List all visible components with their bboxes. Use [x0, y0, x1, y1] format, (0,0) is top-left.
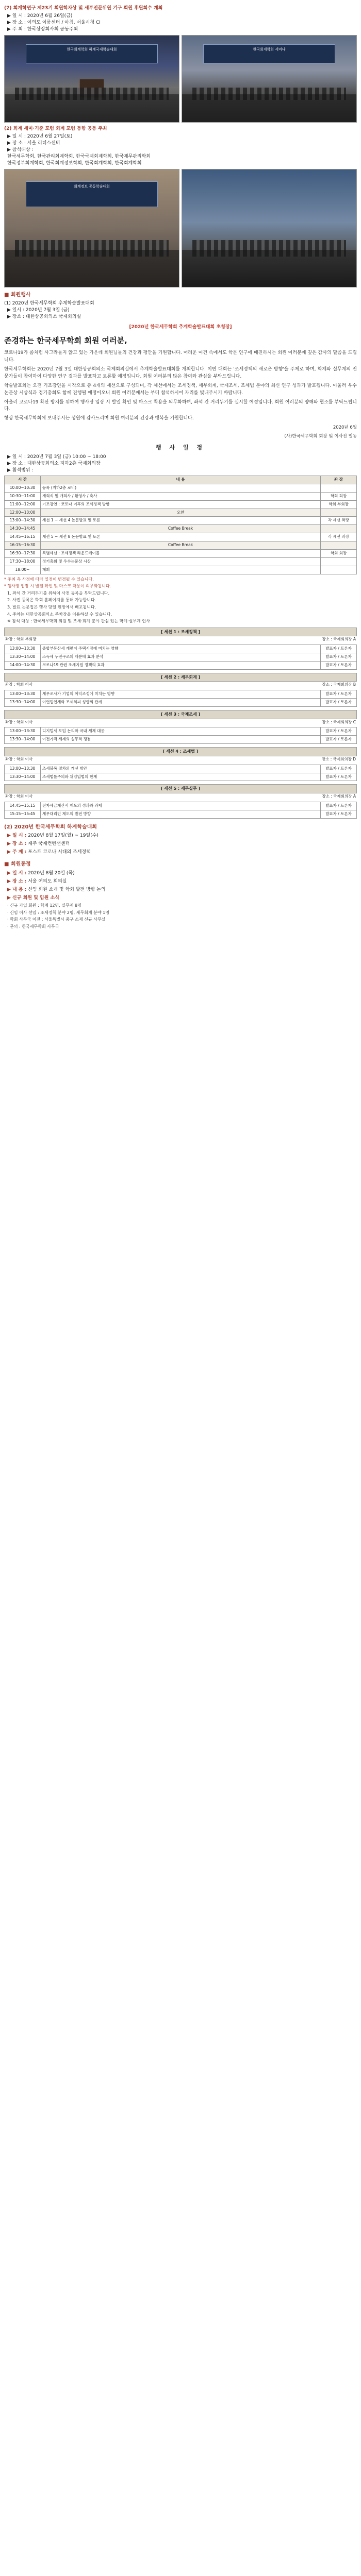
- schedule-note: 2. 사전 등록은 학회 홈페이지를 통해 가능합니다.: [7, 598, 96, 603]
- activity-item: [7, 878, 357, 885]
- content-cell: 오찬: [41, 509, 321, 517]
- chair-cell: 각 세션 좌장: [321, 517, 357, 525]
- session-chair: 좌장 : 학회 이사: [5, 756, 33, 761]
- activity-item: [7, 870, 357, 877]
- event-1: [4, 5, 357, 123]
- activity-item-value: 서울 여의도 회의실: [28, 878, 67, 884]
- content-cell: 이연법인세와 조세회피 성향의 관계: [41, 699, 321, 707]
- presenter-cell: 발표자 / 토론자: [321, 699, 357, 707]
- content-cell: Coffee Break: [41, 525, 321, 533]
- event-2-line: ▶ 참석대상 :: [7, 147, 34, 153]
- content-cell: 이전가격 세제의 실무적 쟁점: [41, 736, 321, 744]
- presenter-cell: 발표자 / 토론자: [321, 810, 357, 818]
- content-cell: 개회식 및 개회사 / 환영사 / 축사: [41, 492, 321, 500]
- stage-banner: 한국회계학회 하계국제학술대회: [26, 44, 158, 63]
- announcement-line: ▶ 일시 : 2020년 7월 3일 (금): [7, 308, 70, 313]
- time-cell: 13:00~14:30: [5, 517, 41, 525]
- time-cell: 13:00~13:30: [5, 765, 41, 773]
- schedule-note: ※ 참석 대상 : 한국세무학회 회원 및 조세·회계 분야 관심 있는 학계·실무계 인사: [7, 619, 150, 624]
- activity-item-label: ▶ 주 제 :: [7, 850, 27, 855]
- event-2: [4, 126, 357, 287]
- content-cell: 폐회: [41, 566, 321, 574]
- invitation-signature: (사)한국세무학회 회장 및 이사진 일동: [284, 433, 357, 439]
- table-row: [5, 802, 357, 810]
- schedule: [4, 444, 357, 624]
- event-2-title: (2) 회계 세미·기준 포럼 회계 포럼 동향 공동 주최: [4, 126, 107, 132]
- session-table: [4, 690, 357, 707]
- chair-cell: [321, 541, 357, 550]
- table-row: [5, 533, 357, 541]
- invitation-date: 2020년 6월: [333, 425, 357, 431]
- presenter-cell: 발표자 / 토론자: [321, 645, 357, 653]
- session-meta: [4, 636, 357, 643]
- schedule-note: 1. 좌석 간 거리두기를 위하여 사전 등록을 부탁드립니다.: [7, 590, 109, 596]
- floor-shape: [5, 250, 179, 287]
- table-row: [5, 810, 357, 818]
- event-2-line: ▶ 장 소 : 서울 리더스센터: [7, 141, 60, 146]
- table-row: [5, 525, 357, 533]
- activity-item: [7, 887, 357, 893]
- content-cell: Coffee Break: [41, 541, 321, 550]
- activity: [4, 824, 357, 930]
- activity-item-label: ▶ 일 시 :: [7, 833, 27, 839]
- schedule-header-row: [5, 476, 357, 484]
- chair-cell: [321, 566, 357, 574]
- time-cell: 10:30~11:00: [5, 492, 41, 500]
- activity-item-value: 제주 국제컨벤션센터: [28, 841, 70, 847]
- table-row: [5, 773, 357, 781]
- presenter-cell: 발표자 / 토론자: [321, 773, 357, 781]
- table-row: [5, 765, 357, 773]
- content-cell: 조세법률주의와 위임입법의 한계: [41, 773, 321, 781]
- table-row: [5, 690, 357, 699]
- activity-item-label: ▶ 장 소 :: [7, 878, 27, 884]
- session-meta: [4, 719, 357, 726]
- session-heading: [ 세션 2 : 세무회계 ]: [4, 673, 357, 682]
- schedule-note: 3. 발표 논문집은 행사 당일 현장에서 배포됩니다.: [7, 604, 96, 609]
- time-cell: 13:30~14:00: [5, 699, 41, 707]
- event-1-photos: [4, 35, 357, 123]
- invitation-label: [2020년 한국세무학회 추계학술발표대회 초청장]: [129, 325, 232, 330]
- session-room: 장소 : 국제회의장 D: [321, 756, 356, 761]
- stage-banner: 한국회계학회 세미나: [203, 44, 336, 63]
- activity-item: [7, 833, 357, 839]
- presenter-cell: 발표자 / 토론자: [321, 736, 357, 744]
- session-chair: 좌장 : 학회 이사: [5, 682, 33, 687]
- time-cell: 13:30~14:00: [5, 653, 41, 662]
- activity-item: [7, 841, 357, 848]
- chair-cell: 각 세션 좌장: [321, 533, 357, 541]
- session-room: 장소 : 국제회의장 A: [322, 637, 356, 642]
- activity-item-value: 2020년 8월 20일 (목): [28, 870, 75, 876]
- activity-item: [7, 849, 357, 856]
- content-cell: 조세불복 절차의 개선 방안: [41, 765, 321, 773]
- session-room: 장소 : 국제회의장 C: [322, 719, 356, 724]
- schedule-note: * 주최 측 사정에 따라 일정이 변경될 수 있습니다.: [4, 577, 94, 582]
- table-row: [5, 549, 357, 557]
- column-header: 좌 장: [321, 476, 357, 484]
- time-cell: 16:30~17:30: [5, 549, 41, 557]
- activity-title: (2) 2020년 한국세무학회 하계학술대회: [4, 824, 97, 830]
- table-row: [5, 541, 357, 550]
- table-row: [5, 517, 357, 525]
- time-cell: 14:30~14:45: [5, 525, 41, 533]
- table-row: [5, 484, 357, 492]
- table-row: [5, 492, 357, 500]
- activity-item-value: 신임 회원 소개 및 학회 발전 방향 논의: [28, 887, 106, 892]
- time-cell: 12:00~13:00: [5, 509, 41, 517]
- event-photo: [4, 35, 179, 123]
- chair-cell: 학회 회장: [321, 492, 357, 500]
- content-cell: 종합부동산세 개편이 주택시장에 미치는 영향: [41, 645, 321, 653]
- content-cell: 세무조사가 기업의 이익조정에 미치는 영향: [41, 690, 321, 699]
- content-cell: 디지털세 도입 논의와 국내 세제 대응: [41, 727, 321, 736]
- table-row: [5, 645, 357, 653]
- time-cell: 17:30~18:00: [5, 557, 41, 566]
- event-photo: [182, 169, 357, 287]
- event-2-line: 한국정부회계학회, 한국회계정보학회, 한국회계학회, 한국회계학회: [7, 161, 142, 166]
- table-row: [5, 653, 357, 662]
- time-cell: 13:30~14:00: [5, 736, 41, 744]
- time-cell: 14:00~14:30: [5, 661, 41, 669]
- event-photo: [182, 35, 357, 123]
- schedule-table: [4, 476, 357, 574]
- session-table: [4, 802, 357, 819]
- event-photo: [4, 169, 179, 287]
- content-cell: 특별세션 : 조세정책 라운드테이블: [41, 549, 321, 557]
- table-row: [5, 566, 357, 574]
- activity-item-value: 2020년 8월 17일(월) ~ 19일(수): [28, 833, 99, 839]
- time-cell: 18:00~: [5, 566, 41, 574]
- activity-item-label: ▶ 장 소 :: [7, 841, 27, 847]
- content-cell: 세션 5 ~ 세션 8 논문발표 및 토론: [41, 533, 321, 541]
- session-room: 장소 : 국제회의장 B: [322, 682, 356, 687]
- announcement-line: ▶ 장소 : 대한상공회의소 국제회의실: [7, 314, 81, 320]
- session-heading: [ 세션 4 : 조세법 ]: [4, 747, 357, 756]
- event-1-line: ▶ 주 최 : 한국상장회사회 공동주최: [7, 27, 78, 32]
- member-heading-text: ▶ 신규 회원 및 임원 소식: [7, 895, 59, 901]
- session-heading: [ 세션 1 : 조세정책 ]: [4, 628, 357, 637]
- newsletter-page: [0, 0, 361, 938]
- chair-cell: [321, 557, 357, 566]
- session-heading: [ 세션 5 : 세무실무 ]: [4, 784, 357, 793]
- member-heading: [7, 895, 357, 902]
- member-note: · 문의 : 한국세무학회 사무국: [7, 924, 59, 929]
- floor-shape: [182, 94, 356, 122]
- presenter-cell: 발표자 / 토론자: [321, 653, 357, 662]
- content-cell: 기조강연 : 코로나 이후의 조세정책 방향: [41, 500, 321, 509]
- time-cell: 13:00~13:30: [5, 727, 41, 736]
- table-row: [5, 699, 357, 707]
- content-cell: 등록 (지하2층 로비): [41, 484, 321, 492]
- floor-shape: [182, 250, 356, 287]
- time-cell: 13:00~13:30: [5, 645, 41, 653]
- column-header: 내 용: [41, 476, 321, 484]
- activity-item-value: 포스트 코로나 시대의 조세정책: [28, 850, 91, 855]
- session-chair: 좌장 : 학회 이사: [5, 719, 33, 724]
- stage-banner: 회계정보 공동학술대회: [26, 181, 158, 207]
- content-cell: 정기총회 및 우수논문상 시상: [41, 557, 321, 566]
- time-cell: 16:15~16:30: [5, 541, 41, 550]
- announcement-heading: ■ 회원행사: [4, 292, 31, 298]
- time-cell: 10:00~10:30: [5, 484, 41, 492]
- schedule-title: 행 사 일 정: [156, 444, 205, 451]
- chair-cell: 학회 부회장: [321, 500, 357, 509]
- time-cell: 13:30~14:00: [5, 773, 41, 781]
- presenter-cell: 발표자 / 토론자: [321, 727, 357, 736]
- table-row: [5, 557, 357, 566]
- invitation-paragraph: 아울러 코로나19 확산 방지를 위하여 행사장 입장 시 발열 확인 및 마스크 착용을 의무화하며, 좌석 간 거리두기를 실시할 예정입니다. 회원 여러분의 양해와 협조를 부탁드립니다.: [4, 399, 357, 412]
- floor-shape: [5, 94, 179, 122]
- table-row: [5, 500, 357, 509]
- activity-item-label: ▶ 내 용 :: [7, 887, 27, 892]
- schedule-line: ▶ 참석범위 :: [7, 468, 34, 473]
- event-2-line: ▶ 일 시 : 2020년 6월 27일(토): [7, 134, 73, 140]
- chair-cell: [321, 509, 357, 517]
- invitation-paragraph: 학술발표회는 오전 기조강연을 시작으로 총 4개의 세션으로 구성되며, 각 세션에서는 조세정책, 세무회계, 국제조세, 조세법 분야의 최신 연구 성과가 발표됩니다. 아울러 우수논문상 시상식과 정기총회도 함께 진행될 예정이오니 회원 여러분께서는 부디 참석하시어 자리를 빛내주시기 바랍니다.: [4, 383, 357, 396]
- time-cell: 13:00~13:30: [5, 690, 41, 699]
- sessions: [4, 628, 357, 819]
- presenter-cell: 발표자 / 토론자: [321, 661, 357, 669]
- time-cell: 14:45~15:15: [5, 802, 41, 810]
- chair-cell: [321, 484, 357, 492]
- schedule-line: ▶ 일 시 : 2020년 7월 3일 (금) 10:00 ~ 18:00: [7, 454, 106, 460]
- content-cell: 코로나19 관련 조세지원 정책의 효과: [41, 661, 321, 669]
- content-cell: 세션 1 ~ 세션 4 논문발표 및 토론: [41, 517, 321, 525]
- member-note: · 신규 가입 회원 : 학계 12명, 실무계 8명: [7, 903, 81, 908]
- session-meta: [4, 682, 357, 688]
- time-cell: 11:00~12:00: [5, 500, 41, 509]
- invitation-paragraph: 코로나19가 좀처럼 사그라들지 않고 있는 가운데 회원님들의 건강과 평안을 기원합니다. 어려운 여건 속에서도 학문 연구에 매진하시는 회원 여러분께 깊은 감사의 말씀을 드립니다.: [4, 350, 357, 363]
- session-room: 장소 : 국제회의장 A: [322, 794, 356, 799]
- schedule-line: ▶ 장 소 : 대한상공회의소 지하2층 국제회의장: [7, 461, 101, 466]
- content-cell: 전자세금계산서 제도의 성과와 과제: [41, 802, 321, 810]
- event-1-line: ▶ 일 시 : 2020년 6월 26일(금): [7, 13, 73, 19]
- event-2-photos: [4, 169, 357, 287]
- presenter-cell: 발표자 / 토론자: [321, 802, 357, 810]
- time-cell: 14:45~16:15: [5, 533, 41, 541]
- table-row: [5, 727, 357, 736]
- invitation-paragraph: 한국세무학회는 2020년 7월 3일 대한상공회의소 국제회의실에서 추계학술발표대회를 개최합니다. 이번 대회는 '조세정책의 새로운 방향'을 주제로 하며, 학계와 실무계의 전문가들이 참여하여 다양한 연구 결과를 발표하고 토론할 예정입니다. 회원 여러분의 많은 참여와 관심을 부탁드립니다.: [4, 366, 357, 379]
- session-table: [4, 645, 357, 670]
- invitation-paragraph: 항상 한국세무학회에 보내주시는 성원에 감사드리며 회원 여러분의 건강과 행복을 기원합니다.: [4, 416, 194, 421]
- session-meta: [4, 793, 357, 800]
- presenter-cell: 발표자 / 토론자: [321, 765, 357, 773]
- table-row: [5, 661, 357, 669]
- announcement-sub: (1) 2020년 한국세무학회 추계학술발표대회: [4, 300, 94, 306]
- column-header: 시 간: [5, 476, 41, 484]
- session-heading: [ 세션 3 : 국제조세 ]: [4, 710, 357, 719]
- content-cell: 소득세 누진구조의 재분배 효과 분석: [41, 653, 321, 662]
- content-cell: 세무대리인 제도의 발전 방향: [41, 810, 321, 818]
- event-1-line: ▶ 장 소 : 여의도 이룸센터 / 아침, 서울시청 CI: [7, 20, 101, 26]
- invitation-title: 존경하는 한국세무학회 회원 여러분,: [4, 336, 127, 346]
- schedule-note: * 행사장 입장 시 발열 확인 및 마스크 착용이 의무화됩니다.: [4, 584, 111, 589]
- event-2-line: 한국세무학회, 한국관리회계학회, 한국국제회계학회, 한국재무관리학회: [7, 154, 151, 160]
- activity-item-label: ▶ 일 시 :: [7, 870, 27, 876]
- announcement: [4, 292, 357, 439]
- event-1-title: (7) 회계학연구 제23기 회원학자상 및 세부전문위원 기구 회원 후원회수 개최: [4, 6, 163, 11]
- member-note: · 신임 이사 선임 : 조세정책 분야 2명, 세무회계 분야 1명: [7, 910, 109, 915]
- table-row: [5, 509, 357, 517]
- session-chair: 좌장 : 학회 부회장: [5, 637, 37, 642]
- time-cell: 15:15~15:45: [5, 810, 41, 818]
- chair-cell: [321, 525, 357, 533]
- table-row: [5, 736, 357, 744]
- presenter-cell: 발표자 / 토론자: [321, 690, 357, 699]
- session-chair: 좌장 : 학회 이사: [5, 794, 33, 799]
- activity-title: ■ 회원동정: [4, 861, 31, 868]
- chair-cell: 학회 회장: [321, 549, 357, 557]
- session-table: [4, 727, 357, 744]
- session-table: [4, 765, 357, 782]
- session-meta: [4, 756, 357, 763]
- member-note: · 학회 사무국 이전 : 서울특별시 중구 소재 신규 사무실: [7, 917, 106, 922]
- schedule-note: 4. 주차는 대한상공회의소 주차장을 이용하실 수 있습니다.: [7, 612, 112, 617]
